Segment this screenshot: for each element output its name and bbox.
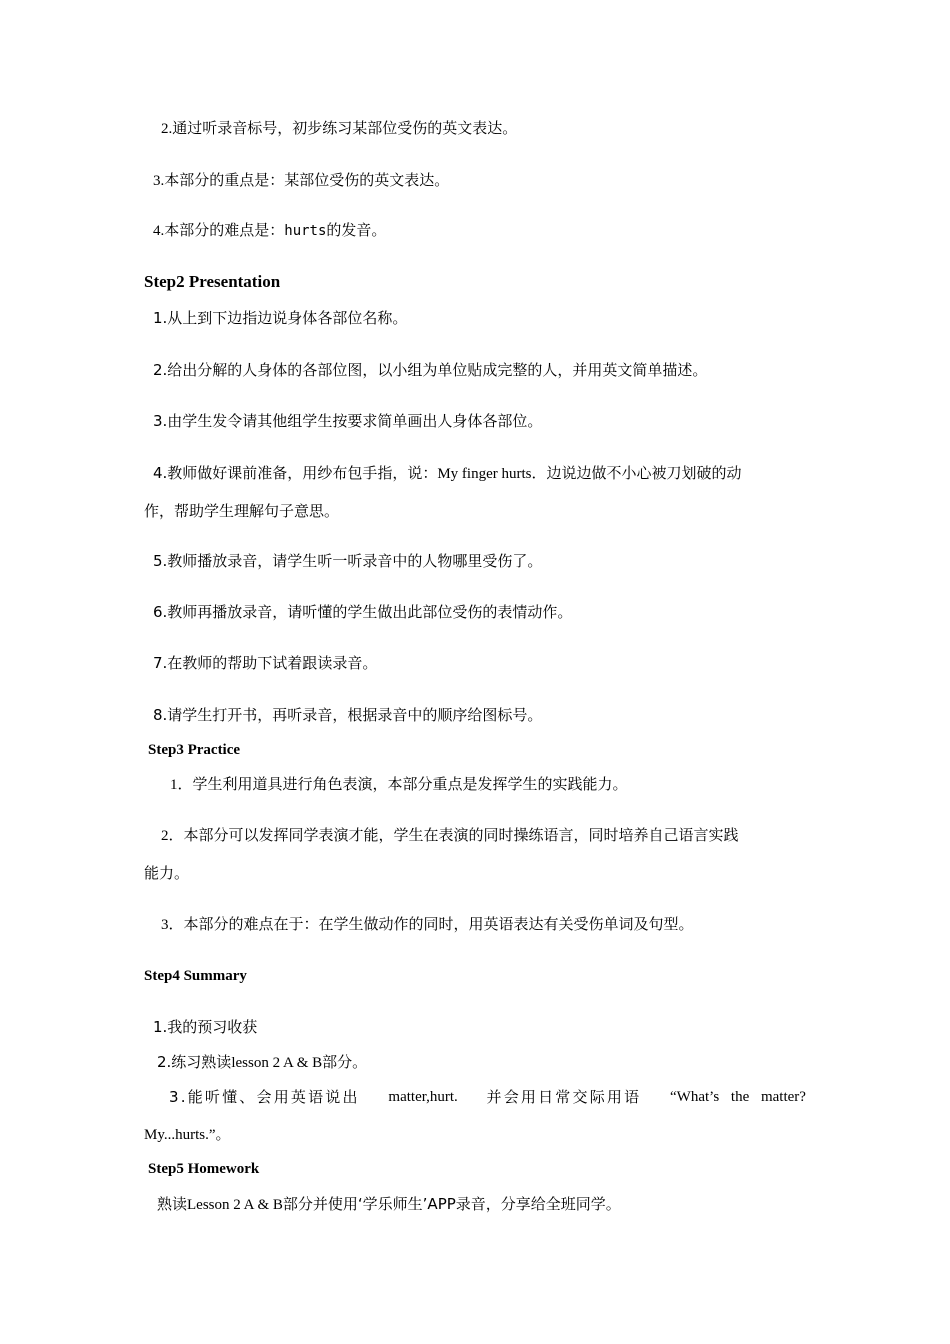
step3-item-3: 3．本部分的难点在于：在学生做动作的同时，用英语表达有关受伤单词及句型。 xyxy=(161,917,694,933)
step4-item-2 xyxy=(157,1052,367,1073)
step4-item-3-middle: 并会用日常交际用语 xyxy=(486,1088,642,1106)
step4-item-1: 1.我的预习收获 xyxy=(153,1018,258,1036)
step1-point-2-text: 2.通过听录音标号，初步练习某部位受伤的英文表达。 xyxy=(161,121,518,137)
step4-item-3-prefix: 3.能听懂、会用英语说出 xyxy=(169,1088,360,1106)
step2-item-4-english: My finger hurts． xyxy=(437,466,547,482)
step1-point-4-prefix: 4.本部分的难点是： xyxy=(153,223,285,239)
step2-item-4-suffix: 边说边做不小心被刀划破的动 xyxy=(546,464,742,482)
step2-item-5: 5.教师播放录音，请学生听一听录音中的人物哪里受伤了。 xyxy=(153,552,543,570)
step5-item-prefix: 熟读 xyxy=(157,1195,188,1213)
step5-item-suffix: 录音，分享给全班同学。 xyxy=(455,1195,621,1213)
step5-item-english: Lesson 2 A & B xyxy=(187,1197,283,1213)
step2-item-8: 8.请学生打开书，再听录音，根据录音中的顺序给图标号。 xyxy=(153,706,543,724)
step5-item xyxy=(157,1194,621,1215)
step2-item-7: 7.在教师的帮助下试着跟读录音。 xyxy=(153,654,378,672)
step5-heading: Step5 Homework xyxy=(148,1161,260,1177)
step4-item-2-prefix: 2.练习熟读 xyxy=(157,1053,232,1071)
step4-item-2-suffix: 部分。 xyxy=(322,1053,368,1071)
step4-item-3-continuation: My...hurts.”。 xyxy=(144,1127,231,1143)
step1-point-4-code: hurts xyxy=(284,223,327,239)
step2-item-4-prefix: 4.教师做好课前准备，用纱布包手指，说： xyxy=(153,464,438,482)
step1-point-4-suffix: 的发音。 xyxy=(326,223,387,239)
step3-item-2: 2．本部分可以发挥同学表演才能，学生在表演的同时操练语言，同时培养自己语言实践 xyxy=(161,828,739,844)
step2-item-2: 2.给出分解的人身体的各部位图，以小组为单位贴成完整的人，并用英文简单描述。 xyxy=(153,361,708,379)
step3-item-1: 1．学生利用道具进行角色表演，本部分重点是发挥学生的实践能力。 xyxy=(170,777,628,793)
step1-point-3-text: 3.本部分的重点是：某部位受伤的英文表达。 xyxy=(153,173,450,189)
step2-item-1: 1.从上到下边指边说身体各部位名称。 xyxy=(153,309,408,327)
step3-heading: Step3 Practice xyxy=(148,742,241,758)
step2-item-3: 3.由学生发令请其他组学生按要求简单画出人身体各部位。 xyxy=(153,412,543,430)
step4-item-3-english1: matter,hurt. xyxy=(388,1089,458,1105)
step1-point-4 xyxy=(153,221,386,241)
step2-item-6: 6.教师再播放录音，请听懂的学生做出此部位受伤的表情动作。 xyxy=(153,603,573,621)
step5-item-middle: 部分并使用 xyxy=(282,1195,358,1213)
step4-item-3 xyxy=(169,1087,806,1107)
step5-item-quote: ‘学乐师生’APP xyxy=(357,1195,456,1213)
step3-item-2-continuation: 能力。 xyxy=(144,866,190,882)
step2-item-4 xyxy=(153,463,742,484)
step2-heading: Step2 Presentation xyxy=(144,272,281,291)
step4-item-2-english: lesson 2 A & B xyxy=(231,1055,323,1071)
step4-heading: Step4 Summary xyxy=(144,968,247,984)
step1-point-3 xyxy=(153,171,449,191)
step4-item-3-english2: “What’s the matter? xyxy=(670,1089,806,1105)
step2-item-4-continuation: 作，帮助学生理解句子意思。 xyxy=(144,502,340,520)
step1-point-2 xyxy=(161,119,517,139)
